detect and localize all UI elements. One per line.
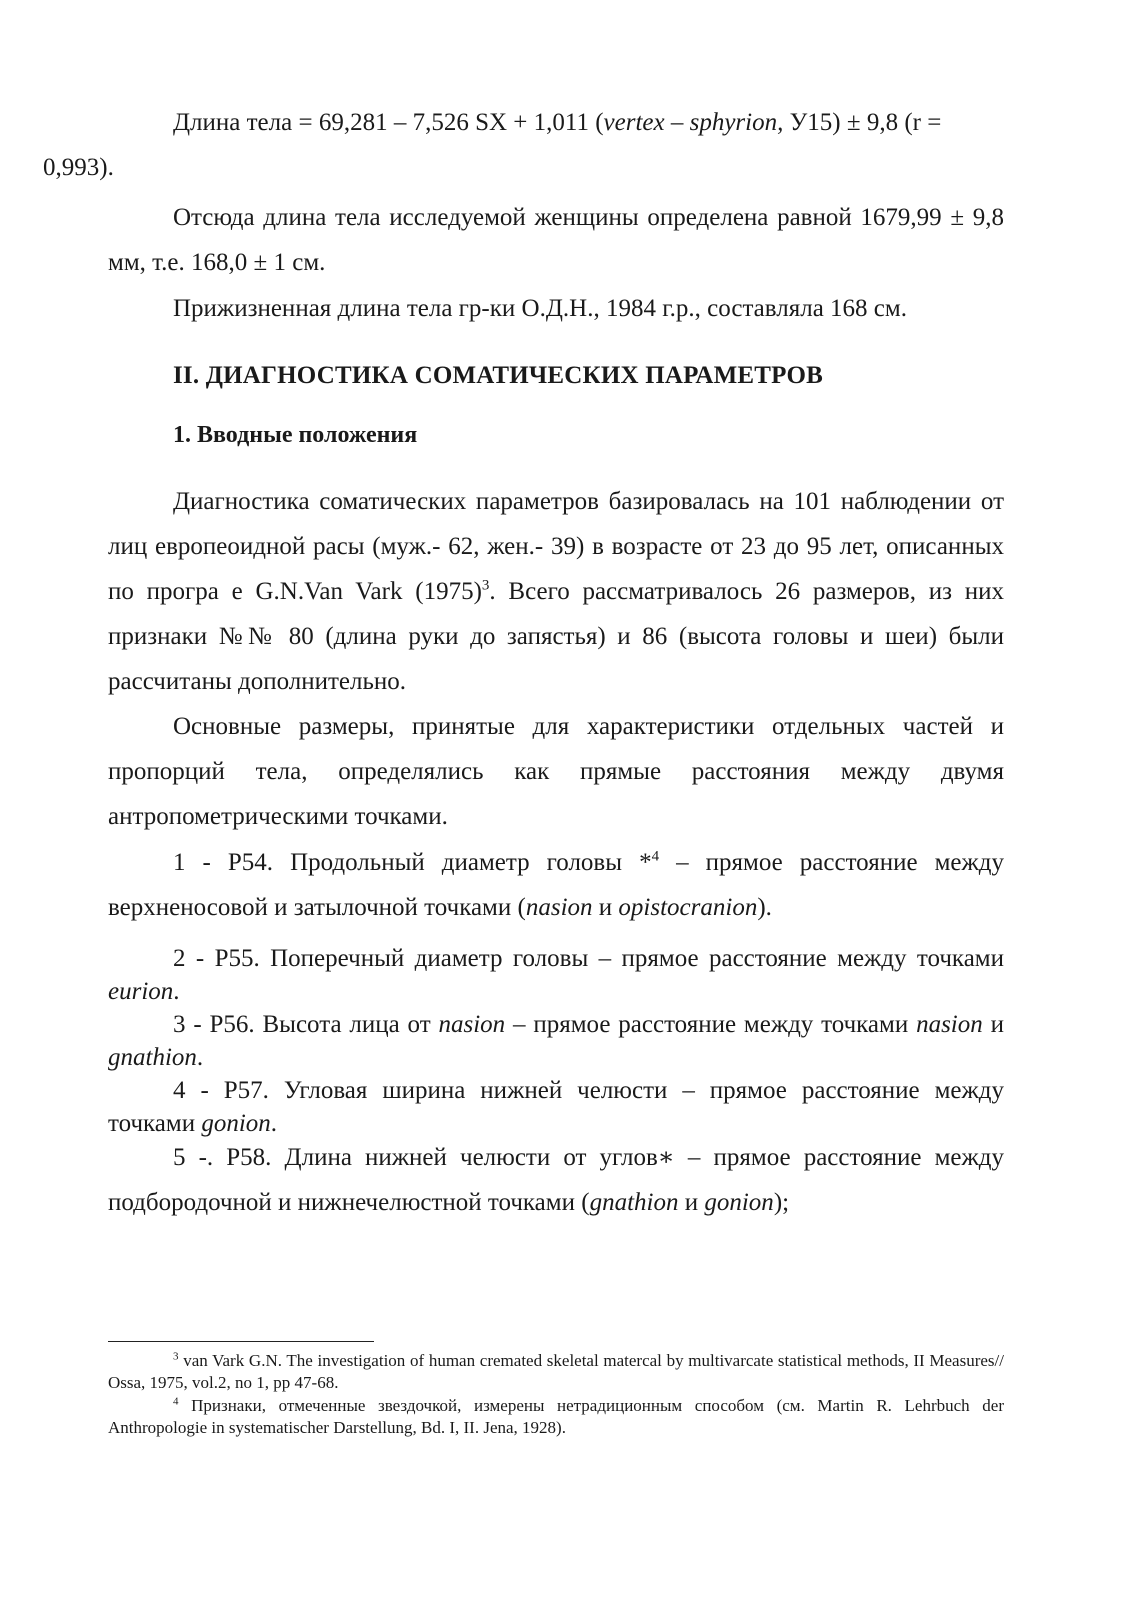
section-title: II. ДИАГНОСТИКА СОМАТИЧЕСКИХ ПАРАМЕТРОВ xyxy=(173,362,824,389)
item-2-term-eurion: eurion xyxy=(108,978,174,1005)
item-3-text-c: и xyxy=(982,1011,1004,1038)
result-paragraph: Отсюда длина тела исследуемой женщины определена равной 1679,99 ± 9,8 мм, т.е. 168,0 ± 1 см. xyxy=(108,204,1004,276)
item-4-text-a: 4 - P57. Угловая ширина нижней челюсти – прямое расстояние между точками xyxy=(108,1077,1004,1137)
subsection-title: 1. Вводные положения xyxy=(173,422,418,448)
footnote-ref-4[interactable]: 4 xyxy=(651,848,660,865)
item-4 xyxy=(108,1074,1004,1140)
item-4-text-d: . xyxy=(270,1110,278,1137)
item-3-text-a: 3 - P56. Высота лица от xyxy=(173,1011,439,1038)
item-1-text-a: 1 - P54. Продольный диаметр головы xyxy=(173,849,640,876)
formula-italic: vertex – sphyrion, xyxy=(603,109,784,136)
footnote-divider xyxy=(108,1341,374,1342)
footnote-4 xyxy=(108,1395,1004,1439)
item-1-term-opistocranion: opistocranion xyxy=(618,894,758,921)
item-3 xyxy=(108,1008,1004,1074)
item-5-text-b: – прямое расстояние между подбородочной и нижнечелюстной точками ( xyxy=(108,1144,1004,1216)
item-3-text-d: . xyxy=(196,1044,204,1071)
intro-text-a: Диагностика соматических параметров базировалась на 101 наблюдении от лиц европеоидной расы (муж.- 62, жен.- 39) в возрасте от 23 до 95 лет, описанных по програ е G.N.Van Vark (1975) xyxy=(108,488,1004,605)
item-2-text-a: 2 - P55. Поперечный диаметр головы – прямое расстояние между точками xyxy=(173,945,1004,972)
item-5-term-gnathion: gnathion xyxy=(589,1189,679,1216)
item-1-term-nasion: nasion xyxy=(525,894,593,921)
item-1-text-c: и xyxy=(592,894,619,921)
lifetime-paragraph: Прижизненная длина тела гр-ки О.Д.Н., 1984 г.р., составляла 168 см. xyxy=(173,295,907,322)
item-5-term-gonion: gonion xyxy=(704,1189,774,1216)
item-2 xyxy=(108,942,1004,1008)
basic-paragraph: Основные размеры, принятые для характеристики отдельных частей и пропорций тела, определялись как прямые расстояния между двумя антропометрическими точками. xyxy=(108,713,1004,830)
footnote-3-number: 3 xyxy=(173,1350,179,1363)
footnote-3 xyxy=(108,1350,1004,1394)
formula-prefix: Длина тела = 69,281 – 7,526 SX + 1,011 ( xyxy=(173,109,604,136)
item-3-text-b: – прямое расстояние между точками xyxy=(505,1011,917,1038)
footnote-4-text: Признаки, отмеченные звездочкой, измерены нетрадиционным способом (см. Martin R. Lehrbuch der Anthropologie in systematischer Darstellung, Bd. I, II. Jena, 1928). xyxy=(108,1396,1004,1437)
item-3-term-gnathion: gnathion xyxy=(108,1044,197,1071)
intro-paragraph xyxy=(108,479,1004,704)
item-3-term-nasion: nasion xyxy=(438,1011,506,1038)
item-5-text-c: и xyxy=(678,1189,705,1216)
item-4-term-gonion: gonion xyxy=(201,1110,271,1137)
item-5-text-d: ); xyxy=(773,1189,790,1216)
item-5 xyxy=(108,1135,1004,1225)
formula-mid: У15) ± 9,8 (r = xyxy=(783,109,942,136)
formula-line2: 0,993). xyxy=(43,154,114,181)
footnote-ref-3[interactable]: 3 xyxy=(481,577,490,594)
footnote-4-number: 4 xyxy=(173,1395,179,1408)
formula-paragraph xyxy=(43,100,1004,190)
item-3-term-nasion-2: nasion xyxy=(916,1011,983,1038)
footnote-3-text: van Vark G.N. The investigation of human cremated skeletal matercal by multivarcate statistical methods, II Measures// Ossa, 1975, vol.2, no 1, pp 47-68. xyxy=(108,1351,1004,1392)
item-1-text-d: ). xyxy=(757,894,772,921)
item-1 xyxy=(108,840,1004,930)
item-1-text-b: – прямое расстояние между верхненосовой и затылочной точками ( xyxy=(108,849,1004,921)
asterisk-mark-2: ∗ xyxy=(657,1144,675,1171)
item-5-text-a: 5 -. P58. Длина нижней челюсти от углов xyxy=(173,1144,658,1171)
asterisk-mark: * xyxy=(639,849,652,876)
item-2-text-d: . xyxy=(173,978,180,1005)
intro-text-b: . Всего рассматривалось 26 размеров, из них признаки №№ 80 (длина руки до запястья) и 86 (высота головы и шеи) были рассчитаны дополнительно. xyxy=(108,578,1004,695)
